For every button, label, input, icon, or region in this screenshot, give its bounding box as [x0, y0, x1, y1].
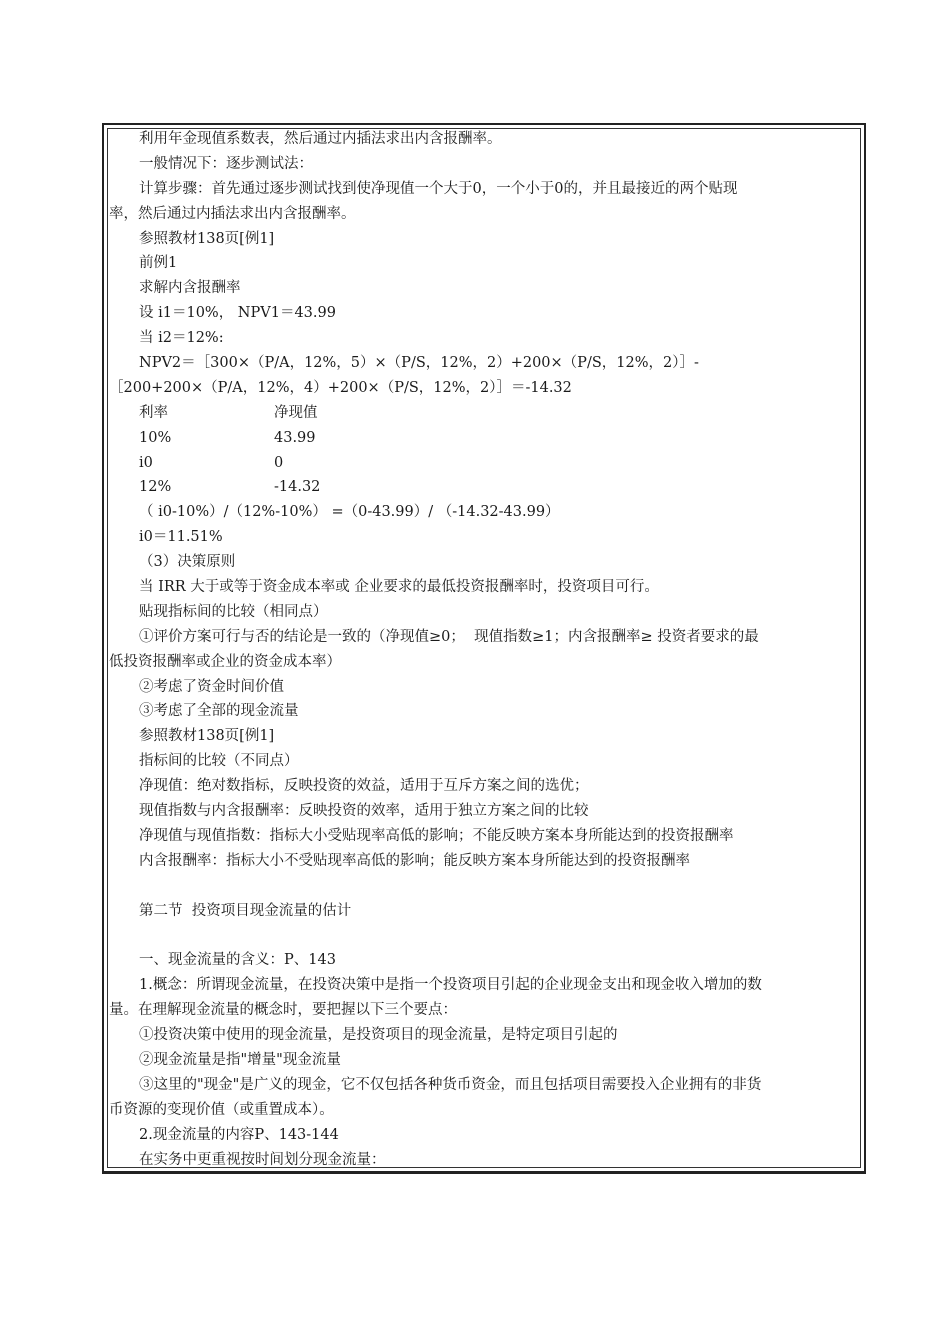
text-line: 净现值与现值指数：指标大小受贴现率高低的影响；不能反映方案本身所能达到的投资报酬率: [139, 827, 734, 844]
blank-line: [109, 874, 861, 899]
npv-cell: 43.99: [274, 429, 316, 446]
text-line: 计算步骤：首先通过逐步测试找到使净现值一个大于0，一个小于0的，并且最接近的两个贴现: [139, 180, 738, 197]
text-line: （3）决策原则: [139, 554, 236, 571]
text-line: 2.现金流量的内容P、143-144: [139, 1126, 339, 1143]
blank-line: [109, 924, 861, 949]
text-line: 指标间的比较（不同点）: [139, 753, 299, 770]
section-title: 第二节 投资项目现金流量的估计: [139, 902, 352, 919]
rate-table-row: [109, 451, 861, 476]
text-line: 前例1: [139, 255, 178, 272]
text-line: 净现值：绝对数指标，反映投资的效益，适用于互斥方案之间的选优；: [139, 778, 589, 795]
text-line: 求解内含报酬率: [139, 280, 241, 297]
rate-cell: 10%: [139, 429, 172, 446]
text-line: ②现金流量是指"增量"现金流量: [139, 1051, 341, 1068]
text-line: 低投资报酬率或企业的资金成本率）: [109, 653, 341, 670]
text-line: 当 IRR 大于或等于资金成本率或 企业要求的最低投资报酬率时，投资项目可行。: [139, 579, 659, 596]
text-line: 币资源的变现价值（或重置成本）。: [109, 1101, 334, 1118]
document-body: [109, 127, 861, 1172]
formula-line: ［200+200×（P/A，12%，4）+200×（P/S，12%，2）］＝-14.32: [109, 379, 572, 396]
text-line: i0＝11.51%: [139, 529, 223, 546]
text-line: 一般情况下：逐步测试法：: [139, 155, 313, 172]
text-line: ②考虑了资金时间价值: [139, 678, 284, 695]
rate-cell: 12%: [139, 479, 172, 496]
text-line: 率，然后通过内插法求出内含报酬率。: [109, 205, 356, 222]
text-line: ①投资决策中使用的现金流量，是投资项目的现金流量，是特定项目引起的: [139, 1027, 618, 1044]
text-line: 利用年金现值系数表，然后通过内插法求出内含报酬率。: [139, 131, 502, 147]
text-line: 1.概念：所谓现金流量，在投资决策中是指一个投资项目引起的企业现金支出和现金收入增加的数: [139, 977, 762, 994]
text-line: ①评价方案可行与否的结论是一致的（净现值≥0； 现值指数≥1；内含报酬率≥ 投资者要求的最: [139, 628, 759, 645]
npv-column-header: 净现值: [274, 404, 318, 421]
rate-cell: i0: [139, 454, 153, 471]
text-line: 贴现指标间的比较（相同点）: [139, 603, 328, 620]
text-line: ③考虑了全部的现金流量: [139, 703, 299, 720]
text-line: 参照教材138页[例1]: [139, 728, 275, 745]
text-line: 现值指数与内含报酬率：反映投资的效率，适用于独立方案之间的比较: [139, 803, 589, 820]
rate-table-row: [109, 475, 861, 500]
text-line: 参照教材138页[例1]: [139, 230, 275, 247]
rate-table-header: [109, 401, 861, 426]
formula-line: NPV2＝［300×（P/A，12%，5）×（P/S，12%，2）+200×（P/S，12%，2）］-: [139, 355, 699, 372]
text-line: 量。在理解现金流量的概念时，要把握以下三个要点：: [109, 1002, 457, 1019]
text-line: 一、现金流量的含义：P、143: [139, 952, 336, 969]
text-line: 在实务中更重视按时间划分现金流量：: [139, 1151, 386, 1168]
text-line: 当 i2＝12%:: [139, 330, 224, 347]
text-line: （ i0-10%）/（12%-10%） =（0-43.99）/ （-14.32-43.99）: [139, 504, 560, 521]
rate-table-row: [109, 426, 861, 451]
rate-column-header: 利率: [139, 404, 168, 421]
npv-cell: 0: [274, 454, 284, 471]
npv-cell: -14.32: [274, 479, 321, 496]
text-line: 设 i1＝10%， NPV1＝43.99: [139, 305, 336, 322]
text-line: ③这里的"现金"是广义的现金，它不仅包括各种货币资金，而且包括项目需要投入企业拥有的非货: [139, 1076, 762, 1093]
text-line: 内含报酬率：指标大小不受贴现率高低的影响；能反映方案本身所能达到的投资报酬率: [139, 852, 690, 869]
